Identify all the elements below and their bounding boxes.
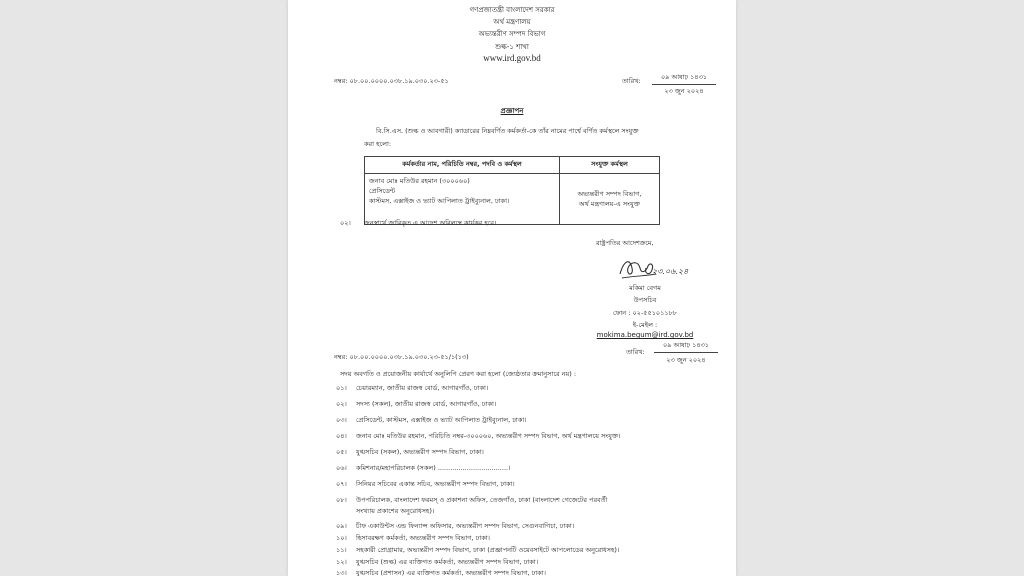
document-page [288, 0, 736, 576]
signatory-email[interactable]: mokima.begum@ird.gov.bd [596, 331, 694, 339]
memo2-date-label: তারিখ: [626, 348, 645, 356]
memo-date-english: ২৩ জুন ২০২৪ [664, 87, 704, 95]
list-item: ১৩। যুগ্মসচিব (প্রশাসন) এর ব্যক্তিগত কর্মকর্তা, অভ্যন্তরীণ সম্পদ বিভাগ, ঢাকা। [336, 569, 546, 576]
officer-workplace: কাস্টমস, এক্সাইজ ও ভ্যাট আপিলাত ট্রাইব্যুনাল, ঢাকা। [369, 197, 510, 205]
list-item: ০৭। সিনিয়র সচিবের একান্ত সচিব, অভ্যন্তরীণ সম্পদ বিভাগ, ঢাকা। [336, 480, 515, 488]
email-label: ই-মেইল : [632, 321, 658, 329]
table-header-officer: কর্মকর্তার নাম, পরিচিতি নম্বর, পদবি ও কর্মস্থল [365, 157, 560, 174]
assignment-table [364, 156, 660, 225]
list-item: ০৩। প্রেসিডেন্ট, কাস্টমস, এক্সাইজ ও ভ্যাট আপিলাত ট্রাইব্যুনাল, ঢাকা। [336, 416, 527, 424]
attached-line-1: অভ্যন্তরীণ সম্পদ বিভাগ, [577, 190, 642, 198]
list-item: ০৯। চীফ একাউন্টস এন্ড ফিন্যান্স অফিসার, অভ্যন্তরীণ সম্পদ বিভাগ, সেগুনবাগিচা, ঢাকা। [336, 522, 575, 530]
document-title: প্রজ্ঞাপন [500, 107, 524, 115]
table-header-row [365, 157, 660, 174]
table-row [365, 174, 660, 225]
order-by: রাষ্ট্রপতির আদেশক্রমে, [596, 239, 654, 247]
memo2-date-bangla: ০৯ আষাঢ় ১৪৩১ [654, 340, 718, 353]
header-branch: শুল্ক-১ শাখা [495, 43, 529, 51]
officer-cell [365, 174, 560, 225]
list-item: ০৮। উপপরিচালক, বাংলাদেশ ফরমস্ ও প্রকাশনা অফিস, তেজগাঁও, ঢাকা (বাংলাদেশ গেজেটের পরবর্তী [336, 496, 608, 504]
list-item: ০৫। যুগ্মসচিব (সকল), অভ্যন্তরীণ সম্পদ বিভাগ, ঢাকা। [336, 448, 484, 456]
signatory-name: মকিমা বেগম [629, 284, 661, 292]
para2-number: ০২। [340, 219, 351, 227]
memo-date-label: তারিখ: [622, 77, 641, 85]
attached-line-2: অর্থ মন্ত্রণালয়-এ সংযুক্ত [578, 200, 641, 208]
memo-number: নম্বর: ০৮.০০.০০০০.০৩৮.১৯.০৩০.২৩-৫১ [334, 77, 449, 85]
table-header-attached: সংযুক্ত কর্মস্থল [560, 157, 660, 174]
officer-designation: প্রেসিডেন্ট [369, 187, 396, 195]
list-item-continuation: সংখ্যায় প্রকাশের অনুরোধসহ)। [356, 507, 435, 515]
header-ministry: অর্থ মন্ত্রণালয় [493, 18, 531, 26]
header-government: গণপ্রজাতন্ত্রী বাংলাদেশ সরকার [469, 6, 555, 14]
header-division: অভ্যন্তরীণ সম্পদ বিভাগ [478, 30, 546, 38]
memo2-number: নম্বর: ০৮.০০.০০০০.০৩৮.১৯.০৩০.২৩-৫১/১(১৩) [334, 353, 469, 361]
list-item: ১০। হিসাবরক্ষণ কর্মকর্তা, অভ্যন্তরীণ সম্পদ বিভাগ, ঢাকা। [336, 534, 491, 542]
list-item: ১১। সহকারী প্রোগ্রামার, অভ্যন্তরীণ সম্পদ বিভাগ, ঢাকা (প্রজ্ঞাপনটি ওয়েবসাইটে আপলোডের অনুরোধসহ)। [336, 546, 620, 554]
memo-date-bangla: ০৯ আষাঢ় ১৪৩১ [652, 72, 716, 85]
officer-name: জনাব মোঃ মতিউর রহমান (৩০০০৬০) [369, 177, 470, 185]
list-item: ০২। সদস্য (সকল), জাতীয় রাজস্ব বোর্ড, আগারগাঁও, ঢাকা। [336, 400, 497, 408]
para2-text: জনস্বার্থে জারিকৃত এ আদেশ অবিলম্বে কার্যকর হবে। [364, 219, 497, 227]
signatory-designation: উপসচিব [633, 296, 657, 304]
memo2-date-english: ২৩ জুন ২০২৪ [666, 356, 706, 364]
signatory-phone: ফোন : ০২-৫৫১০১১৮৮ [612, 309, 678, 317]
intro-line-2: করা হলো: [364, 140, 392, 148]
list-item: ০৪। জনাব মোঃ মতিউর রহমান, পরিচিতি নম্বর-৩০০০৬০, অভ্যন্তরীণ সম্পদ বিভাগ, অর্থ মন্ত্রণালয়ে সংযুক্ত। [336, 432, 621, 440]
list-item: ১২। যুগ্মসচিব (শুল্ক) এর ব্যক্তিগত কর্মকর্তা, অভ্যন্তরীণ সম্পদ বিভাগ, ঢাকা। [336, 558, 539, 566]
signature-date: ২৩.০৬.২৪ [652, 267, 689, 276]
attached-cell [560, 174, 660, 225]
intro-line-1: বি.সি.এস. (শুল্ক ও আবগারী) ক্যাডারের নিম্নবর্ণিত কর্মকর্তা-কে তাঁর নামের পার্শ্বে বর্ণিত কর্মস্থলে সংযুক্ত [376, 127, 639, 135]
list-item: ০৬। কমিশনার/মহাপরিচালক (সকল) ..................................। [336, 464, 511, 472]
list-item: ০১। চেয়ারম্যান, জাতীয় রাজস্ব বোর্ড, আগারগাঁও, ঢাকা। [336, 384, 489, 392]
distribution-intro: সদয় অবগতি ও প্রয়োজনীয় কার্যার্থে অনুলিপি প্রেরণ করা হলো (জ্যেষ্ঠতার ক্রমানুসারে নয়) : [340, 370, 577, 378]
header-website: www.ird.gov.bd [483, 53, 541, 63]
